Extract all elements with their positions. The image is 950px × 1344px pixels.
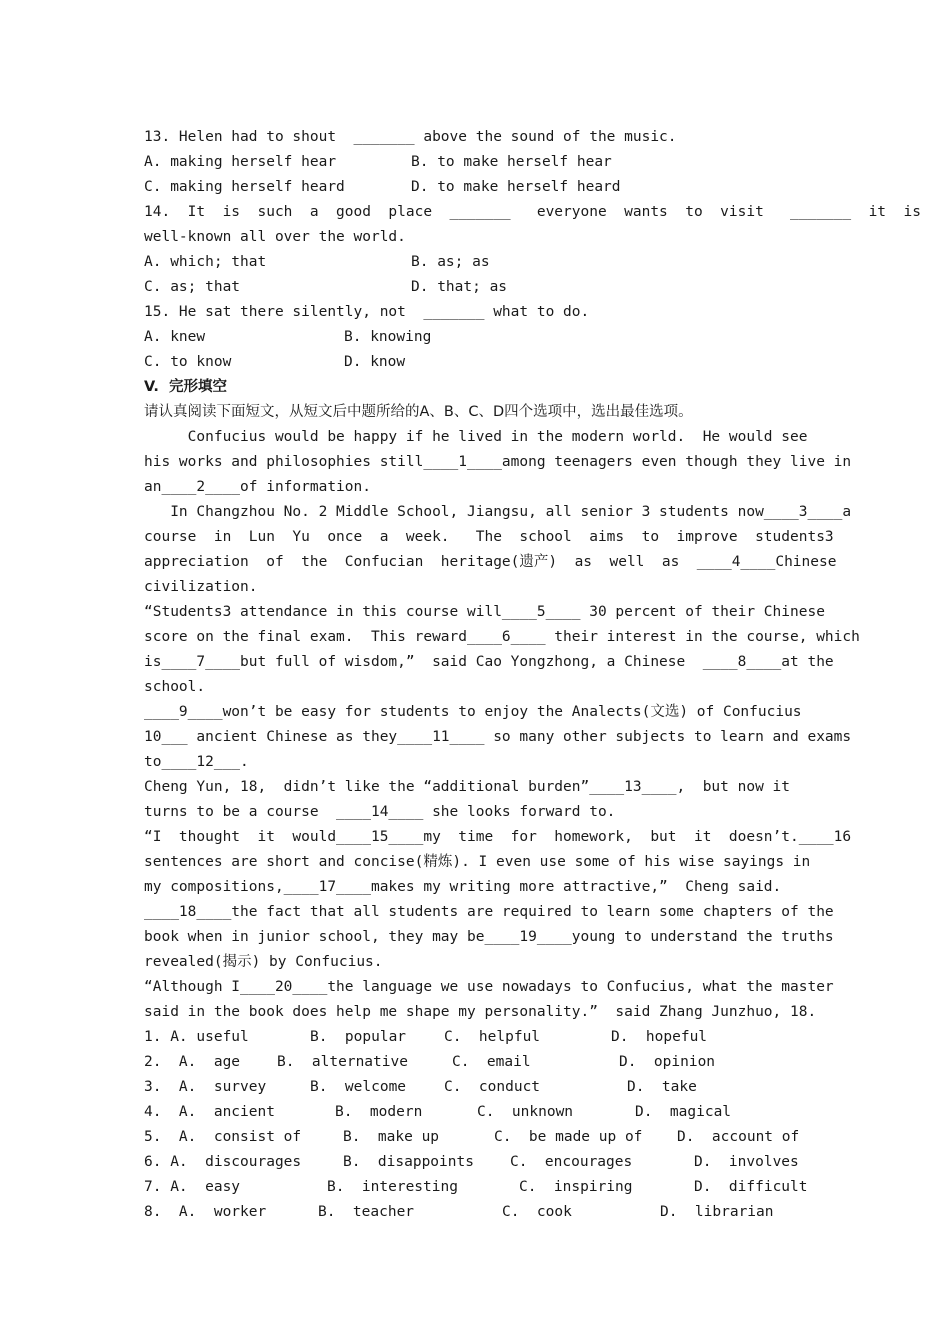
answer-option: B. teacher — [318, 1204, 415, 1220]
passage-line: score on the final exam. This reward____6____ their interest in the course, which — [144, 629, 860, 645]
answer-row — [144, 1125, 806, 1150]
answer-option: C. be made up of — [494, 1129, 643, 1145]
passage-line: turns to be a course ____14____ she looks forward to. — [144, 804, 616, 820]
passage-line: In Changzhou No. 2 Middle School, Jiangsu, all senior 3 students now____3____a — [144, 504, 852, 520]
answer-option: B. disappoints — [343, 1154, 474, 1170]
answer-option: D. difficult — [694, 1179, 808, 1195]
passage-line: sentences are short and concise(精炼). I even use some of his wise sayings in — [144, 854, 811, 870]
question-15-options-cd — [144, 350, 806, 375]
document-page — [144, 125, 921, 1225]
passage-line: “I thought it would____15____my time for homework, but it doesn’t.____16 — [144, 829, 852, 845]
answer-row — [144, 1200, 806, 1225]
cloze-passage — [144, 425, 860, 1025]
answer-option: 1. A. useful — [144, 1029, 249, 1045]
answer-option: D. magical — [635, 1104, 732, 1120]
passage-line: Cheng Yun, 18, didn’t like the “additional burden”____13____, but now it — [144, 779, 791, 795]
option-a: A. which; that — [144, 254, 267, 270]
passage-line: ____18____the fact that all students are required to learn some chapters of the — [144, 904, 834, 920]
option-c: C. as; that — [144, 279, 241, 295]
question-14-line-2: well-known all over the world. — [144, 229, 406, 245]
answer-option: D. opinion — [619, 1054, 716, 1070]
answer-option: C. encourages — [510, 1154, 633, 1170]
answer-option: B. modern — [335, 1104, 423, 1120]
passage-line: ____9____won’t be easy for students to enjoy the Analects(文选) of Confucius — [144, 704, 802, 720]
answer-option: C. inspiring — [519, 1179, 633, 1195]
passage-line: revealed(揭示) by Confucius. — [144, 954, 383, 970]
answer-row — [144, 1025, 806, 1050]
passage-line: “Although I____20____the language we use nowadays to Confucius, what the master — [144, 979, 834, 995]
answer-option: D. hopeful — [611, 1029, 708, 1045]
option-d: D. that; as — [411, 279, 508, 295]
question-13-options-ab — [144, 150, 806, 175]
answer-option: D. librarian — [660, 1204, 774, 1220]
passage-line: an____2____of information. — [144, 479, 371, 495]
answer-option: B. alternative — [277, 1054, 408, 1070]
answer-option: C. unknown — [477, 1104, 574, 1120]
option-b: B. as; as — [411, 254, 490, 270]
passage-line: book when in junior school, they may be____19____young to understand the truths — [144, 929, 834, 945]
answer-option: 6. A. discourages — [144, 1154, 302, 1170]
option-b: B. to make herself hear — [411, 154, 612, 170]
answer-row — [144, 1100, 806, 1125]
passage-line: civilization. — [144, 579, 258, 595]
answer-options — [144, 1025, 806, 1225]
question-14-options-ab — [144, 250, 806, 275]
answer-option: B. welcome — [310, 1079, 407, 1095]
answer-option: 8. A. worker — [144, 1204, 267, 1220]
answer-option: C. conduct — [444, 1079, 541, 1095]
passage-line: school. — [144, 679, 206, 695]
answer-row — [144, 1050, 806, 1075]
passage-line: his works and philosophies still____1____among teenagers even though they live in — [144, 454, 852, 470]
question-13: 13. Helen had to shout _______ above the sound of the music. — [144, 129, 677, 145]
passage-line: my compositions,____17____makes my writing more attractive,” Cheng said. — [144, 879, 782, 895]
option-d: D. to make herself heard — [411, 179, 621, 195]
option-a: A. making herself hear — [144, 154, 337, 170]
option-c: C. making herself heard — [144, 179, 345, 195]
question-14-options-cd — [144, 275, 806, 300]
answer-option: B. interesting — [327, 1179, 458, 1195]
option-c: C. to know — [144, 354, 232, 370]
answer-row — [144, 1175, 806, 1200]
answer-option: 2. A. age — [144, 1054, 241, 1070]
answer-option: 5. A. consist of — [144, 1129, 302, 1145]
option-a: A. knew — [144, 329, 206, 345]
answer-row — [144, 1075, 806, 1100]
answer-option: C. helpful — [444, 1029, 541, 1045]
answer-row — [144, 1150, 806, 1175]
section-heading: V. 完形填空 — [144, 379, 227, 395]
passage-line: said in the book does help me shape my personality.” said Zhang Junzhuo, 18. — [144, 1004, 817, 1020]
passage-line: is____7____but full of wisdom,” said Cao Yongzhong, a Chinese ____8____at the — [144, 654, 834, 670]
answer-option: 4. A. ancient — [144, 1104, 275, 1120]
passage-line: “Students3 attendance in this course will____5____ 30 percent of their Chinese — [144, 604, 825, 620]
answer-option: B. make up — [343, 1129, 440, 1145]
answer-option: B. popular — [310, 1029, 407, 1045]
passage-line: course in Lun Yu once a week. The school aims to improve students3 — [144, 529, 834, 545]
passage-line: Confucius would be happy if he lived in the modern world. He would see — [144, 429, 808, 445]
passage-line: 10___ ancient Chinese as they____11____ so many other subjects to learn and exams — [144, 729, 852, 745]
passage-line: appreciation of the Confucian heritage(遗产) as well as ____4____Chinese — [144, 554, 837, 570]
question-15-options-ab — [144, 325, 806, 350]
answer-option: D. take — [627, 1079, 697, 1095]
option-d: D. know — [344, 354, 406, 370]
answer-option: C. email — [452, 1054, 531, 1070]
answer-option: D. account of — [677, 1129, 800, 1145]
question-15: 15. He sat there silently, not _______ what to do. — [144, 304, 590, 320]
answer-option: 3. A. survey — [144, 1079, 267, 1095]
answer-option: 7. A. easy — [144, 1179, 241, 1195]
option-b: B. knowing — [344, 329, 432, 345]
question-14-line-1: 14. It is such a good place _______ everyone wants to visit _______ it is — [144, 204, 921, 220]
answer-option: D. involves — [694, 1154, 799, 1170]
passage-line: to____12___. — [144, 754, 249, 770]
section-instruction: 请认真阅读下面短文，从短文后中题所给的A、B、C、D四个选项中，选出最佳选项。 — [144, 404, 693, 420]
question-13-options-cd — [144, 175, 806, 200]
answer-option: C. cook — [502, 1204, 572, 1220]
